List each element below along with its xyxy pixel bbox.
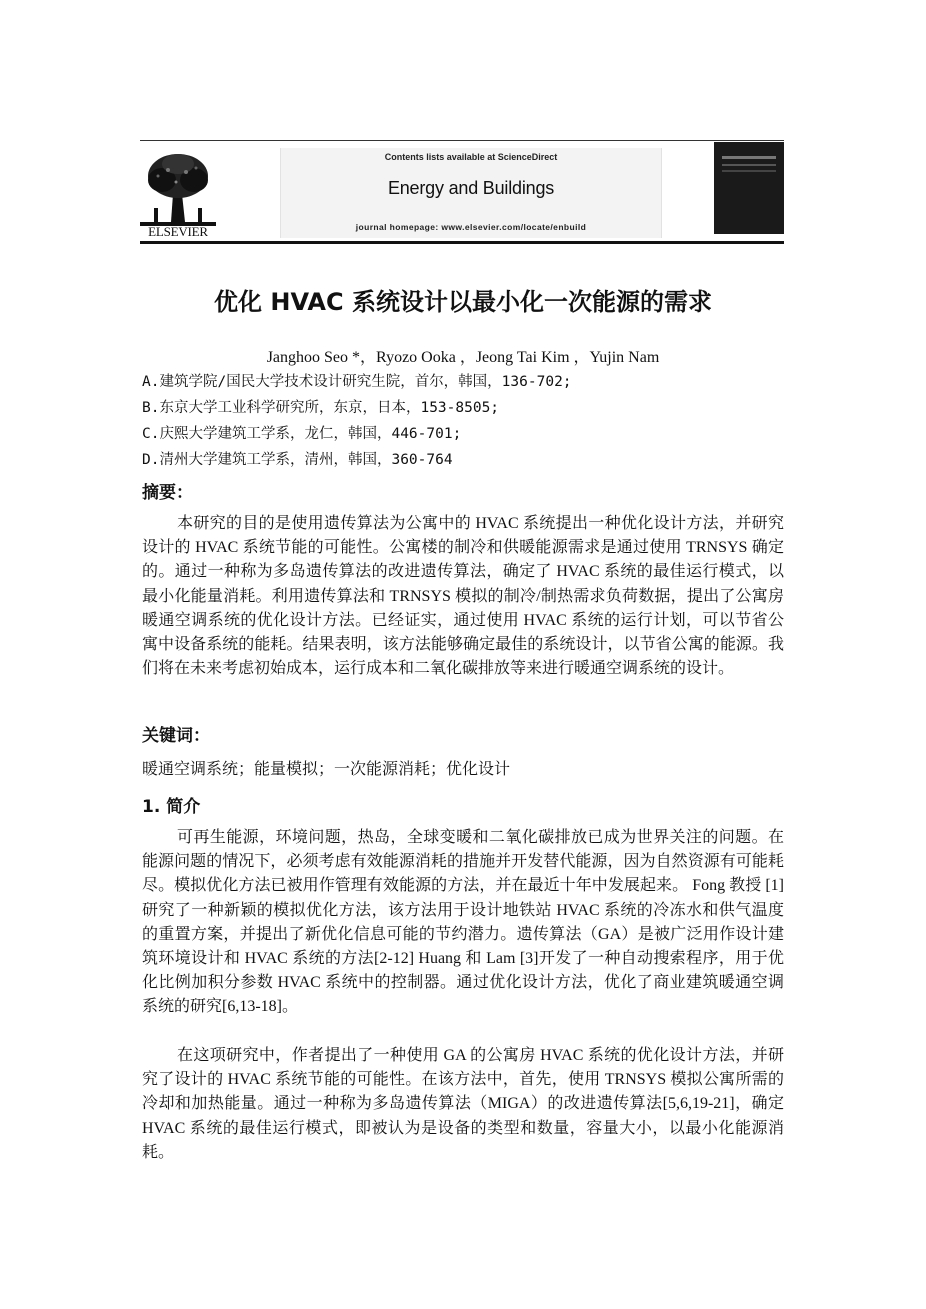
introduction-paragraph-2: 在这项研究中，作者提出了一种使用 GA 的公寓房 HVAC 系统的优化设计方法，并研究了设计的 HVAC 系统节能的可能性。在该方法中，首先，使用 TRNSYS 模拟公寓所需的冷却和加热能量。通过一种称为多岛遗传算法（MIGA）的改进遗传算法[5,6,19-21]，确定 HVAC 系统的最佳运行模式，即被认为是设备的类型和数量，容量大小，以最小化能源消耗。 (142, 1047, 784, 1161)
affiliation-c: C.庆熙大学建筑工学系，龙仁，韩国，446-701; (142, 426, 462, 442)
introduction-heading: 1. 简介 (142, 797, 201, 817)
journal-masthead (280, 148, 662, 238)
keywords-text: 暖通空调系统；能量模拟；一次能源消耗；优化设计 (142, 761, 511, 778)
affiliation-list (142, 369, 782, 473)
journal-homepage: journal homepage: www.elsevier.com/locate/enbuild (355, 222, 587, 232)
affiliation-d: D.清州大学建筑工学系，清州，韩国，360-764 (142, 452, 453, 468)
publisher-name: ELSEVIER (148, 224, 208, 239)
journal-title: Energy and Buildings (387, 178, 555, 198)
abstract-heading: 摘要： (142, 483, 193, 503)
abstract-text: 本研究的目的是使用遗传算法为公寓中的 HVAC 系统提出一种优化设计方法，并研究设计的 HVAC 系统节能的可能性。公寓楼的制冷和供暖能源需求是通过使用 TRNSYS 确定的。通过一种称为多岛遗传算法的改进遗传算法，确定了 HVAC 系统的最佳运行模式，以最小化能量消耗。利用遗传算法和 TRNSYS 模拟的制冷/制热需求负荷数据，提出了公寓房暖通空调系统的优化设计方法。已经证实，通过使用 HVAC 系统的运行计划，可以节省公寓中设备系统的能耗。结果表明，该方法能够确定最佳的系统设计，以节省公寓的能源。我们将在未来考虑初始成本，运行成本和二氧化碳排放等来进行暖通空调系统的设计。 (142, 515, 784, 678)
journal-banner (140, 140, 784, 244)
author-list: Janghoo Seo *，Ryozo Ooka ，Jeong Tai Kim ，Yujin Nam (266, 349, 660, 366)
contents-availability: Contents lists available at ScienceDirect (384, 152, 558, 162)
banner-top-rule (140, 140, 784, 141)
keywords-heading: 关键词： (142, 726, 210, 746)
paper-title: 优化 HVAC 系统设计以最小化一次能源的需求 (214, 288, 712, 316)
introduction-paragraph-1: 可再生能源，环境问题，热岛，全球变暖和二氧化碳排放已成为世界关注的问题。在能源问题的情况下，必须考虑有效能源消耗的措施并开发替代能源，因为自然资源有可能耗尽。模拟优化方法已被用作管理有效能源的方法，并在最近十年中发展起来。 Fong 教授 [1]研究了一种新颖的模拟优化方法，该方法用于设计地铁站 HVAC 系统的冷冻水和供气温度的重置方案，并提出了新优化信息可能的节约潜力。遗传算法（GA）是被广泛用作设计建筑环境设计和 HVAC 系统的方法[2-12] Huang 和 Lam [3]开发了一种自动搜索程序，用于优化比例加积分参数 HVAC 系统中的控制器。通过优化设计方法，优化了商业建筑暖通空调系统的研究[6,13-18]。 (142, 829, 784, 1016)
banner-bottom-rule (140, 241, 784, 244)
affiliation-a: A.建筑学院/国民大学技术设计研究生院，首尔，韩国，136-702; (142, 374, 572, 390)
affiliation-b: B.东京大学工业科学研究所，东京，日本，153-8505; (142, 400, 500, 416)
journal-cover-thumbnail (714, 142, 784, 234)
